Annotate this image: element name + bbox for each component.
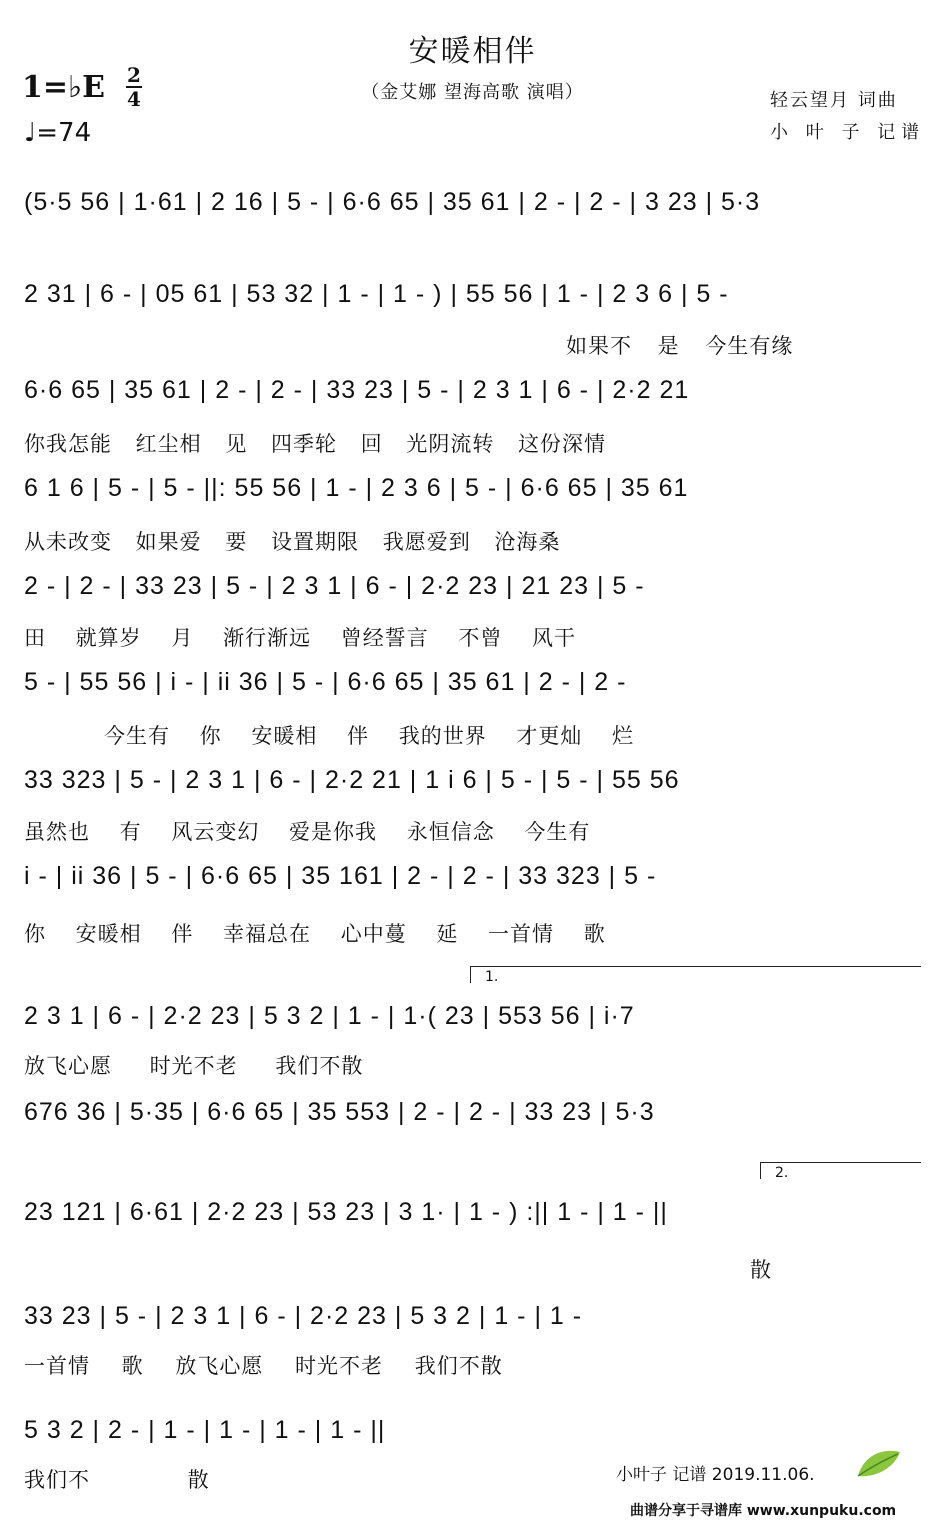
- tempo-mark: ♩=74: [24, 118, 92, 148]
- score-system-9-lyrics: 放飞心愿 时光不老 我们不散: [24, 1054, 364, 1078]
- score-system-12-notes: 33 23 | 5 - | 2 3 1 | 6 - | 2·2 23 | 5 3 2 | 1 - | 1 -: [24, 1302, 583, 1330]
- score-system-13-notes: 5 3 2 | 2 - | 1 - | 1 - | 1 - | 1 - ||: [24, 1416, 386, 1444]
- score-system-6-lyrics: 今生有 你 安暖相 伴 我的世界 才更灿 烂: [104, 724, 635, 748]
- meter-bottom: 4: [127, 87, 141, 111]
- score-system-3-notes: 6·6 65 | 35 61 | 2 - | 2 - | 33 23 | 5 - | 2 3 1 | 6 - | 2·2 21: [24, 376, 690, 404]
- second-ending-bracket: [760, 1162, 921, 1179]
- score-system-8-lyrics: 你 安暖相 伴 幸福总在 心中蔓 延 一首情 歌: [24, 922, 606, 946]
- transcriber-credit: 小 叶 子 记谱: [770, 122, 926, 143]
- time-signature: [126, 64, 142, 110]
- score-system-9-notes: 2 3 1 | 6 - | 2·2 23 | 5 3 2 | 1 - | 1·( 23 | 553 56 | i·7: [24, 1002, 635, 1030]
- performers-subtitle: （金艾娜 望海高歌 演唱）: [361, 82, 584, 103]
- composer-credit: 轻云望月 词曲: [770, 90, 898, 111]
- score-system-4-notes: 6 1 6 | 5 - | 5 - ||: 55 56 | 1 - | 2 3 6 | 5 - | 6·6 65 | 35 61: [24, 474, 689, 502]
- score-system-2-lyrics: 如果不 是 今生有缘: [566, 334, 794, 358]
- second-ending-label: 2.: [775, 1165, 789, 1181]
- score-system-3-lyrics: 你我怎能 红尘相 见 四季轮 回 光阴流转 这份深情: [24, 432, 607, 456]
- song-title: 安暖相伴: [408, 34, 537, 69]
- score-system-13-lyrics: 我们不 散: [24, 1468, 210, 1492]
- source-site-credit: 曲谱分享于寻谱库 www.xunpuku.com: [630, 1503, 897, 1519]
- score-system-7-notes: 33 323 | 5 - | 2 3 1 | 6 - | 2·2 21 | 1 i 6 | 5 - | 5 - | 55 56: [24, 766, 680, 794]
- score-system-11-notes: 23 121 | 6·61 | 2·2 23 | 53 23 | 3 1· | 1 - ) :|| 1 - | 1 - ||: [24, 1198, 668, 1226]
- score-system-1-notes: (5·5 56 | 1·61 | 2 16 | 5 - | 6·6 65 | 35 61 | 2 - | 2 - | 3 23 | 5·3: [24, 188, 761, 216]
- score-system-6-notes: 5 - | 55 56 | i - | ii 36 | 5 - | 6·6 65 | 35 61 | 2 - | 2 -: [24, 668, 627, 696]
- score-system-5-lyrics: 田 就算岁 月 渐行渐远 曾经誓言 不曾 风干: [24, 626, 577, 650]
- key-signature: 1=♭E: [22, 70, 106, 105]
- score-system-8-notes: i - | ii 36 | 5 - | 6·6 65 | 35 161 | 2 - | 2 - | 33 323 | 5 -: [24, 862, 657, 890]
- score-system-10-notes: 676 36 | 5·35 | 6·6 65 | 35 553 | 2 - | 2 - | 33 23 | 5·3: [24, 1098, 655, 1126]
- score-system-2-notes: 2 31 | 6 - | 05 61 | 53 32 | 1 - | 1 - ) | 55 56 | 1 - | 2 3 6 | 5 -: [24, 280, 729, 308]
- transcription-signature: 小叶子 记谱 2019.11.06.: [616, 1465, 815, 1485]
- score-system-12-lyrics: 一首情 歌 放飞心愿 时光不老 我们不散: [24, 1354, 503, 1378]
- first-ending-label: 1.: [485, 969, 499, 985]
- leaf-icon: [854, 1446, 902, 1480]
- score-system-5-notes: 2 - | 2 - | 33 23 | 5 - | 2 3 1 | 6 - | 2·2 23 | 21 23 | 5 -: [24, 572, 645, 600]
- first-ending-bracket: [470, 966, 921, 983]
- score-system-11-lyrics: 散: [750, 1258, 772, 1282]
- score-system-7-lyrics: 虽然也 有 风云变幻 爱是你我 永恒信念 今生有: [24, 820, 591, 844]
- meter-top: 2: [127, 63, 141, 87]
- score-system-4-lyrics: 从未改变 如果爱 要 设置期限 我愿爱到 沧海桑: [24, 530, 561, 554]
